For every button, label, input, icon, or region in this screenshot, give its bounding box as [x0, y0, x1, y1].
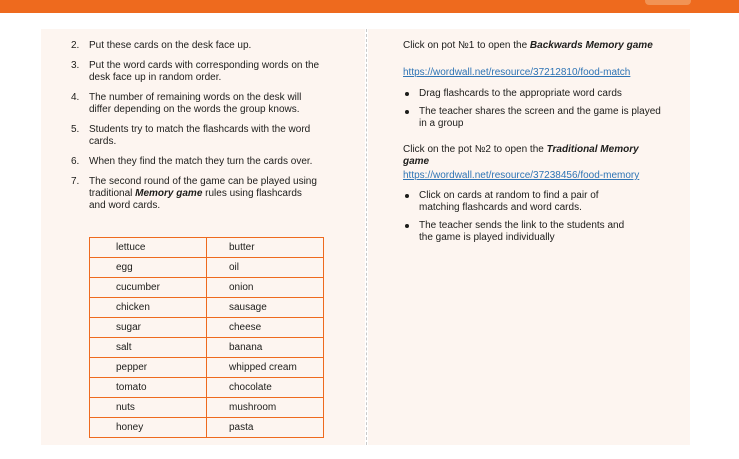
table-cell: egg — [90, 258, 207, 278]
pot2-game-name: Traditional Memory game — [403, 144, 639, 167]
table-cell: chicken — [90, 298, 207, 318]
bullet-icon — [405, 110, 409, 114]
pot2-intro: Click on the pot №2 to open the — [403, 144, 547, 155]
list-item-text: The teacher shares the screen and the game is played in a group — [419, 106, 661, 129]
step-text: rules using flashcards and word cards. — [89, 188, 302, 211]
bullet-icon — [405, 194, 409, 198]
pot2-heading — [403, 144, 663, 168]
table-cell: honey — [90, 418, 207, 438]
pot1-heading — [403, 40, 663, 52]
step-number: 2. — [71, 40, 80, 51]
table-cell: pepper — [90, 358, 207, 378]
list-item-text: Drag flashcards to the appropriate word cards — [419, 88, 622, 99]
table-cell: nuts — [90, 398, 207, 418]
step-item — [71, 60, 321, 84]
bullet-icon — [405, 224, 409, 228]
table-cell: sausage — [207, 298, 324, 318]
step-text: Put the word cards with corresponding words on the desk face up in random order. — [89, 60, 320, 83]
instruction-steps — [71, 40, 321, 220]
table-row — [90, 298, 324, 318]
table-row — [90, 398, 324, 418]
step-text: The number of remaining words on the desk will differ depending on the words the group knows. — [89, 92, 302, 115]
step-number: 7. — [71, 176, 80, 187]
table-row — [90, 338, 324, 358]
step-text: When they find the match they turn the cards over. — [89, 156, 313, 167]
step-text: Students try to match the flashcards with the word cards. — [89, 124, 311, 147]
pot2-bullets — [403, 190, 628, 244]
step-item — [71, 176, 321, 212]
table-cell: onion — [207, 278, 324, 298]
word-table — [89, 237, 324, 438]
table-cell: lettuce — [90, 238, 207, 258]
step-number: 6. — [71, 156, 80, 167]
table-row — [90, 238, 324, 258]
header-tab — [645, 0, 691, 5]
pot1-game-name: Backwards Memory game — [529, 40, 653, 51]
step-item — [71, 156, 321, 168]
table-cell: whipped cream — [207, 358, 324, 378]
step-item — [71, 124, 321, 148]
step-text: The second round of the game can be played using traditional — [89, 176, 317, 199]
list-item — [403, 220, 628, 244]
header-bar — [0, 0, 739, 13]
table-cell: butter — [207, 238, 324, 258]
step-item — [71, 92, 321, 116]
table-cell: cucumber — [90, 278, 207, 298]
table-cell: banana — [207, 338, 324, 358]
table-cell: tomato — [90, 378, 207, 398]
table-cell: salt — [90, 338, 207, 358]
table-row — [90, 358, 324, 378]
pot1-bullets — [403, 88, 663, 130]
list-item-text: The teacher sends the link to the students and the game is played individually — [419, 220, 625, 243]
pot2-link[interactable]: https://wordwall.net/resource/37238456/food-memory — [403, 170, 640, 181]
column-divider — [366, 29, 367, 445]
table-cell: sugar — [90, 318, 207, 338]
list-item — [403, 88, 663, 100]
list-item-text: Click on cards at random to find a pair of matching flashcards and word cards. — [419, 190, 599, 213]
bullet-icon — [405, 92, 409, 96]
table-row — [90, 378, 324, 398]
right-column — [403, 40, 663, 250]
table-row — [90, 418, 324, 438]
step-number: 4. — [71, 92, 80, 103]
step-text: Put these cards on the desk face up. — [89, 40, 252, 51]
table-cell: chocolate — [207, 378, 324, 398]
table-cell: cheese — [207, 318, 324, 338]
table-row — [90, 278, 324, 298]
table-cell: mushroom — [207, 398, 324, 418]
pot1-link[interactable]: https://wordwall.net/resource/37212810/food-match — [403, 67, 631, 78]
list-item — [403, 106, 663, 130]
step-number: 3. — [71, 60, 80, 71]
table-row — [90, 258, 324, 278]
table-cell: pasta — [207, 418, 324, 438]
step-item — [71, 40, 321, 52]
table-cell: oil — [207, 258, 324, 278]
list-item — [403, 190, 628, 214]
table-row — [90, 318, 324, 338]
step-number: 5. — [71, 124, 80, 135]
step-game-name: Memory game — [135, 188, 203, 199]
pot1-intro: Click on pot №1 to open the — [403, 40, 530, 51]
